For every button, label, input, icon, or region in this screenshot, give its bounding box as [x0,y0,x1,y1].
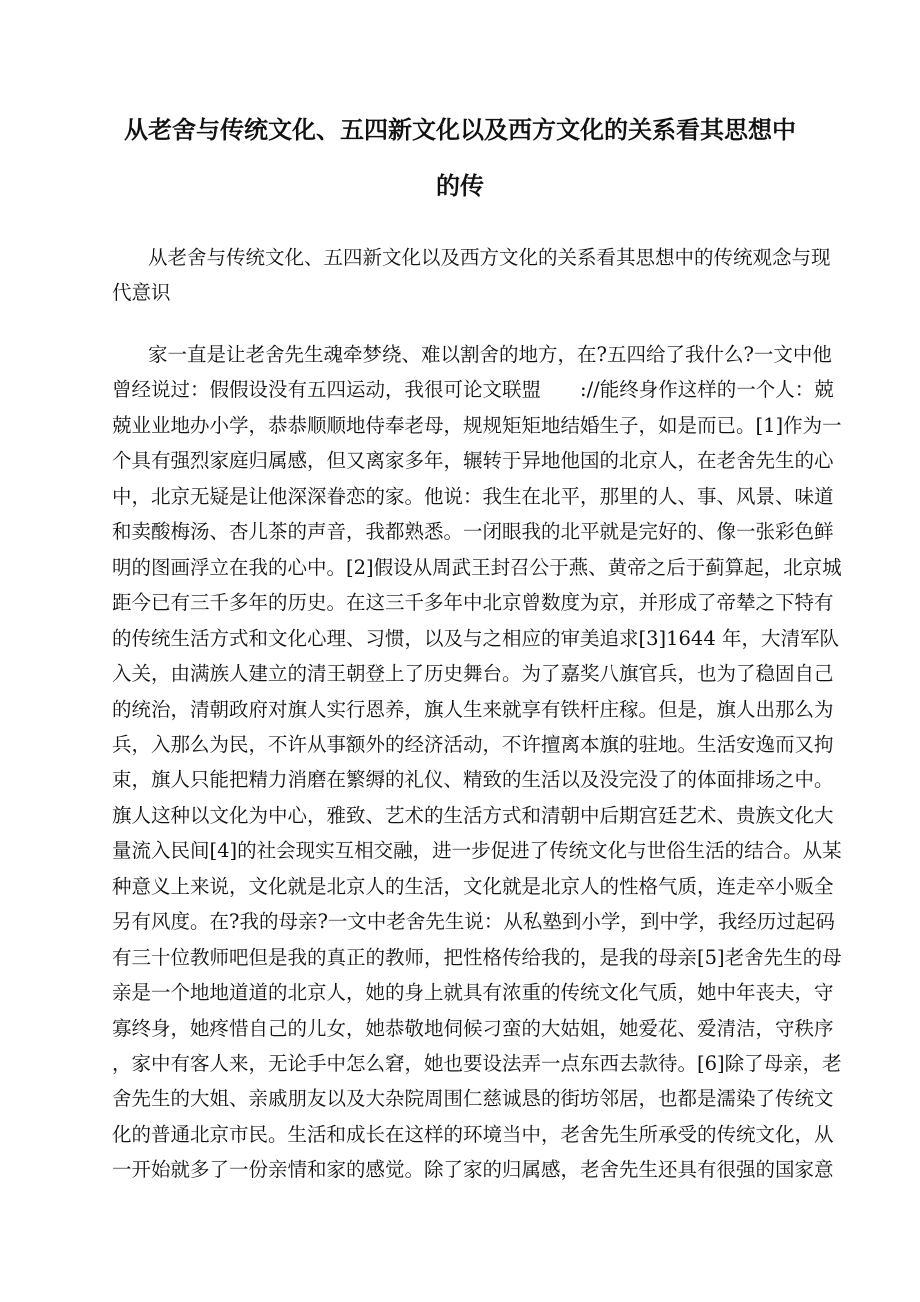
body-line: 舍先生的大姐、亲戚朋友以及大杂院周围仁慈诚恳的街坊邻居，也都是濡染了传统文 [112,1087,834,1111]
body-line: 和卖酸梅汤、杏儿茶的声音，我都熟悉。一闭眼我的北平就是完好的、像一张彩色鲜 [112,520,834,544]
body-line: 兵，入那么为民，不许从事额外的经济活动，不许擅离本旗的驻地。生活安逸而又拘 [112,732,834,756]
body-line: 距今已有三千多年的历史。在这三千多年中北京曾数度为京，并形成了帝辇之下特有 [112,591,834,615]
document-title-line-1: 从老舍与传统文化、五四新文化以及西方文化的关系看其思想中 [124,115,796,144]
body-line: 寡终身，她疼惜自己的儿女，她恭敬地伺候刁蛮的大姑姐，她爱花、爱清洁，守秩序 [112,1016,834,1040]
body-line: 一开始就多了一份亲情和家的感觉。除了家的归属感，老舍先生还具有很强的国家意 [112,1158,834,1182]
body-line: 量流入民间[4]的社会现实互相交融，进一步促进了传统文化与世俗生活的结合。从某 [112,839,842,863]
body-line: 兢业业地办小学，恭恭顺顺地侍奉老母，规规矩矩地结婚生子，如是而已。[1]作为一 [112,413,842,437]
body-line: 束，旗人只能把精力消磨在繁缛的礼仪、精致的生活以及没完没了的体面排场之中。 [112,768,834,792]
subtitle-line: 从老舍与传统文化、五四新文化以及西方文化的关系看其思想中的传统观念与现 [148,246,831,269]
body-line: 家一直是让老舍先生魂牵梦绕、难以割舍的地方，在?五四给了我什么?一文中他 [148,343,832,366]
body-line: 入关，由满族人建立的清王朝登上了历史舞台。为了嘉奖八旗官兵，也为了稳固自己 [112,662,834,686]
document-title-line-2: 的传 [436,171,484,200]
body-line: 的统治，清朝政府对旗人实行恩养，旗人生来就享有铁杆庄稼。但是，旗人出那么为 [112,697,834,721]
body-line: 明的图画浮立在我的心中。[2]假设从周武王封召公于燕、黄帝之后于蓟算起，北京城 [112,555,842,579]
body-line: 个具有强烈家庭归属感，但又离家多年，辗转于异地他国的北京人，在老舍先生的心 [112,449,834,473]
subtitle-line: 代意识 [112,281,171,304]
body-line: ，家中有客人来，无论手中怎么窘，她也要设法弄一点东西去款待。[6]除了母亲，老 [112,1052,842,1075]
body-line: 化的普通北京市民。生活和成长在这样的环境当中，老舍先生所承受的传统文化，从 [112,1122,834,1146]
body-line: 亲是一个地地道道的北京人，她的身上就具有浓重的传统文化气质，她中年丧夫，守 [112,981,834,1005]
body-line: 种意义上来说，文化就是北京人的生活，文化就是北京人的性格气质，连走卒小贩全 [112,874,834,898]
body-line: 旗人这种以文化为中心，雅致、艺术的生活方式和清朝中后期宫廷艺术、贵族文化大 [112,803,834,827]
body-line: 的传统生活方式和文化心理、习惯，以及与之相应的审美追求[3]1644 年，大清军队 [112,626,839,650]
body-line: 中，北京无疑是让他深深眷恋的家。他说：我生在北平，那里的人、事、风景、味道 [112,484,834,508]
body-line: 曾经说过：假假设没有五四运动，我很可论文联盟 ://能终身作这样的一个人：兢 [112,378,834,402]
body-line: 有三十位教师吧但是我的真正的教师，把性格传给我的，是我的母亲[5]老舍先生的母 [112,945,842,969]
body-line: 另有风度。在?我的母亲?一文中老舍先生说：从私塾到小学，到中学，我经历过起码 [112,910,835,934]
